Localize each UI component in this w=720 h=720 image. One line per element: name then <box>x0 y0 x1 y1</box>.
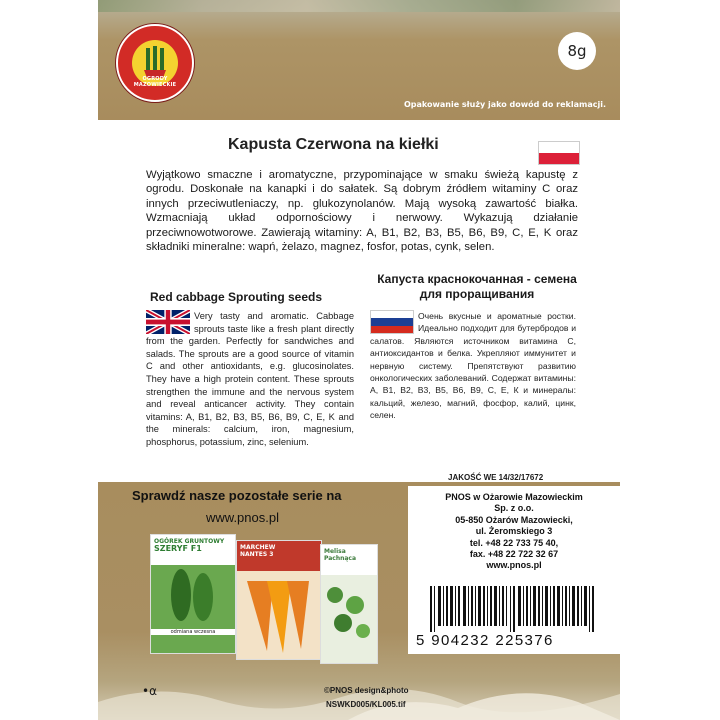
thumb-label: OGÓREK GRUNTOWY <box>154 538 225 545</box>
complaint-note: Opakowanie służy jako dowód do reklamacji. <box>403 100 606 109</box>
pnos-logo <box>116 24 194 102</box>
thumbnail-carrot <box>236 540 322 660</box>
file-reference: NSWKD005/KL005.tif <box>326 700 406 709</box>
header-photo-strip <box>98 0 620 12</box>
address-line: PNOS w Ożarowie Mazowieckim <box>445 492 583 502</box>
thumbnail-melissa <box>320 544 378 664</box>
english-heading: Red cabbage Sprouting seeds <box>150 290 323 304</box>
address-line: Sp. z o.o. <box>494 503 534 514</box>
carrot-image-icon <box>237 571 321 659</box>
address-line: tel. +48 22 733 75 40, <box>469 537 559 548</box>
series-title: Sprawdź nasze pozostałe serie na <box>132 488 342 503</box>
russian-heading: Капуста краснокочанная - семена для проращивания <box>377 272 577 301</box>
thumb-name: NANTES 3 <box>240 551 274 558</box>
thumb-name: Pachnąca <box>324 555 357 562</box>
russian-flag-icon <box>370 310 414 334</box>
copyright: ©PNOS design&photo <box>324 686 409 695</box>
quality-code: JAKOŚĆ WE 14/32/17672 <box>448 473 544 482</box>
address-line: 05-850 Ożarów Mazowiecki, <box>455 514 573 525</box>
product-title: Kapusta Czerwona na kiełki <box>228 136 439 153</box>
address-line[interactable]: www.pnos.pl <box>486 560 542 571</box>
barcode-bars-icon <box>408 582 620 632</box>
recycling-symbols: •⍺ <box>142 684 157 698</box>
thumbnail-cucumber <box>150 534 236 654</box>
barcode-number: 5 904232 225376 <box>416 632 554 649</box>
other-series-thumbnails <box>150 530 380 650</box>
description-english <box>146 310 354 449</box>
description-polish: Wyjątkowo smaczne i aromatyczne, przypominające w smaku świeżą kapustę z ogrodu. Doskonałe na kanapki i do sałatek. Są dobrym źródłem witaminy C oraz innych przeciwutleniaczy, np. glukozynolanów. Mają wysoką zawartość białka. Wzmacniają układ odpornościowy i nerwowy. Wykazują działanie przeciwnowotworowe. Zawierają witaminy: A, B1, B2, B3, B5, B6, B9, C, E, K oraz składniki mineralne: wapń, żelazo, magnez, fosfor, potas, cynk, selen. <box>146 169 578 254</box>
address-line: ul. Żeromskiego 3 <box>475 526 553 537</box>
melissa-image-icon <box>321 575 377 655</box>
header-band <box>98 0 620 120</box>
seed-packet-back <box>98 0 620 720</box>
description-russian <box>370 310 576 422</box>
logo-text: OGRODY MAZOWIECKIE <box>133 76 177 88</box>
series-url[interactable]: www.pnos.pl <box>206 510 279 525</box>
russian-text: Очень вкусные и ароматные ростки. Идеально подходит для бутербродов и салатов. Являются источником витамина С, антиоксидантов и белка. Укрепляют иммунитет и нервную систему. Препятствуют развитию онкологических заболеваний. Содержат витамины: А, В1, В2, В3, В5, В6, В9, С, Е, К и минералы: кальций, железо, магний, фосфор, калий, цинк, селен. <box>370 311 576 421</box>
polish-flag-icon <box>538 141 580 165</box>
address-line: fax. +48 22 722 32 67 <box>469 549 559 560</box>
weight-badge: 8g <box>558 32 596 70</box>
cucumber-image-icon <box>151 565 235 625</box>
thumb-label: MARCHEW <box>240 544 276 551</box>
thumb-name: SZERYF F1 <box>154 544 202 553</box>
thumb-label: Melisa <box>324 548 346 555</box>
barcode <box>408 582 620 654</box>
thumb-footer: odmiana wczesna <box>151 629 235 635</box>
uk-flag-icon <box>146 310 190 334</box>
producer-address <box>408 486 620 582</box>
english-text: Very tasty and aromatic. Cabbage sprouts taste like a fresh plant directly from the garden. Perfectly for sandwiches and salads. The sprouts are a good source of vitamin C and other antioxidants, e.g. glucosinolates. They have a high protein content. These sprouts strengthen the immune and the nervous system and reveal anticancer activity. They contain vitamins: A, B1, B2, B3, B5, B6, B9, C, E, K and the minerals: calcium, iron, magnesium, phosphorus, potassium, zinc, selenium. <box>146 311 354 447</box>
leaf-decoration <box>98 672 620 720</box>
